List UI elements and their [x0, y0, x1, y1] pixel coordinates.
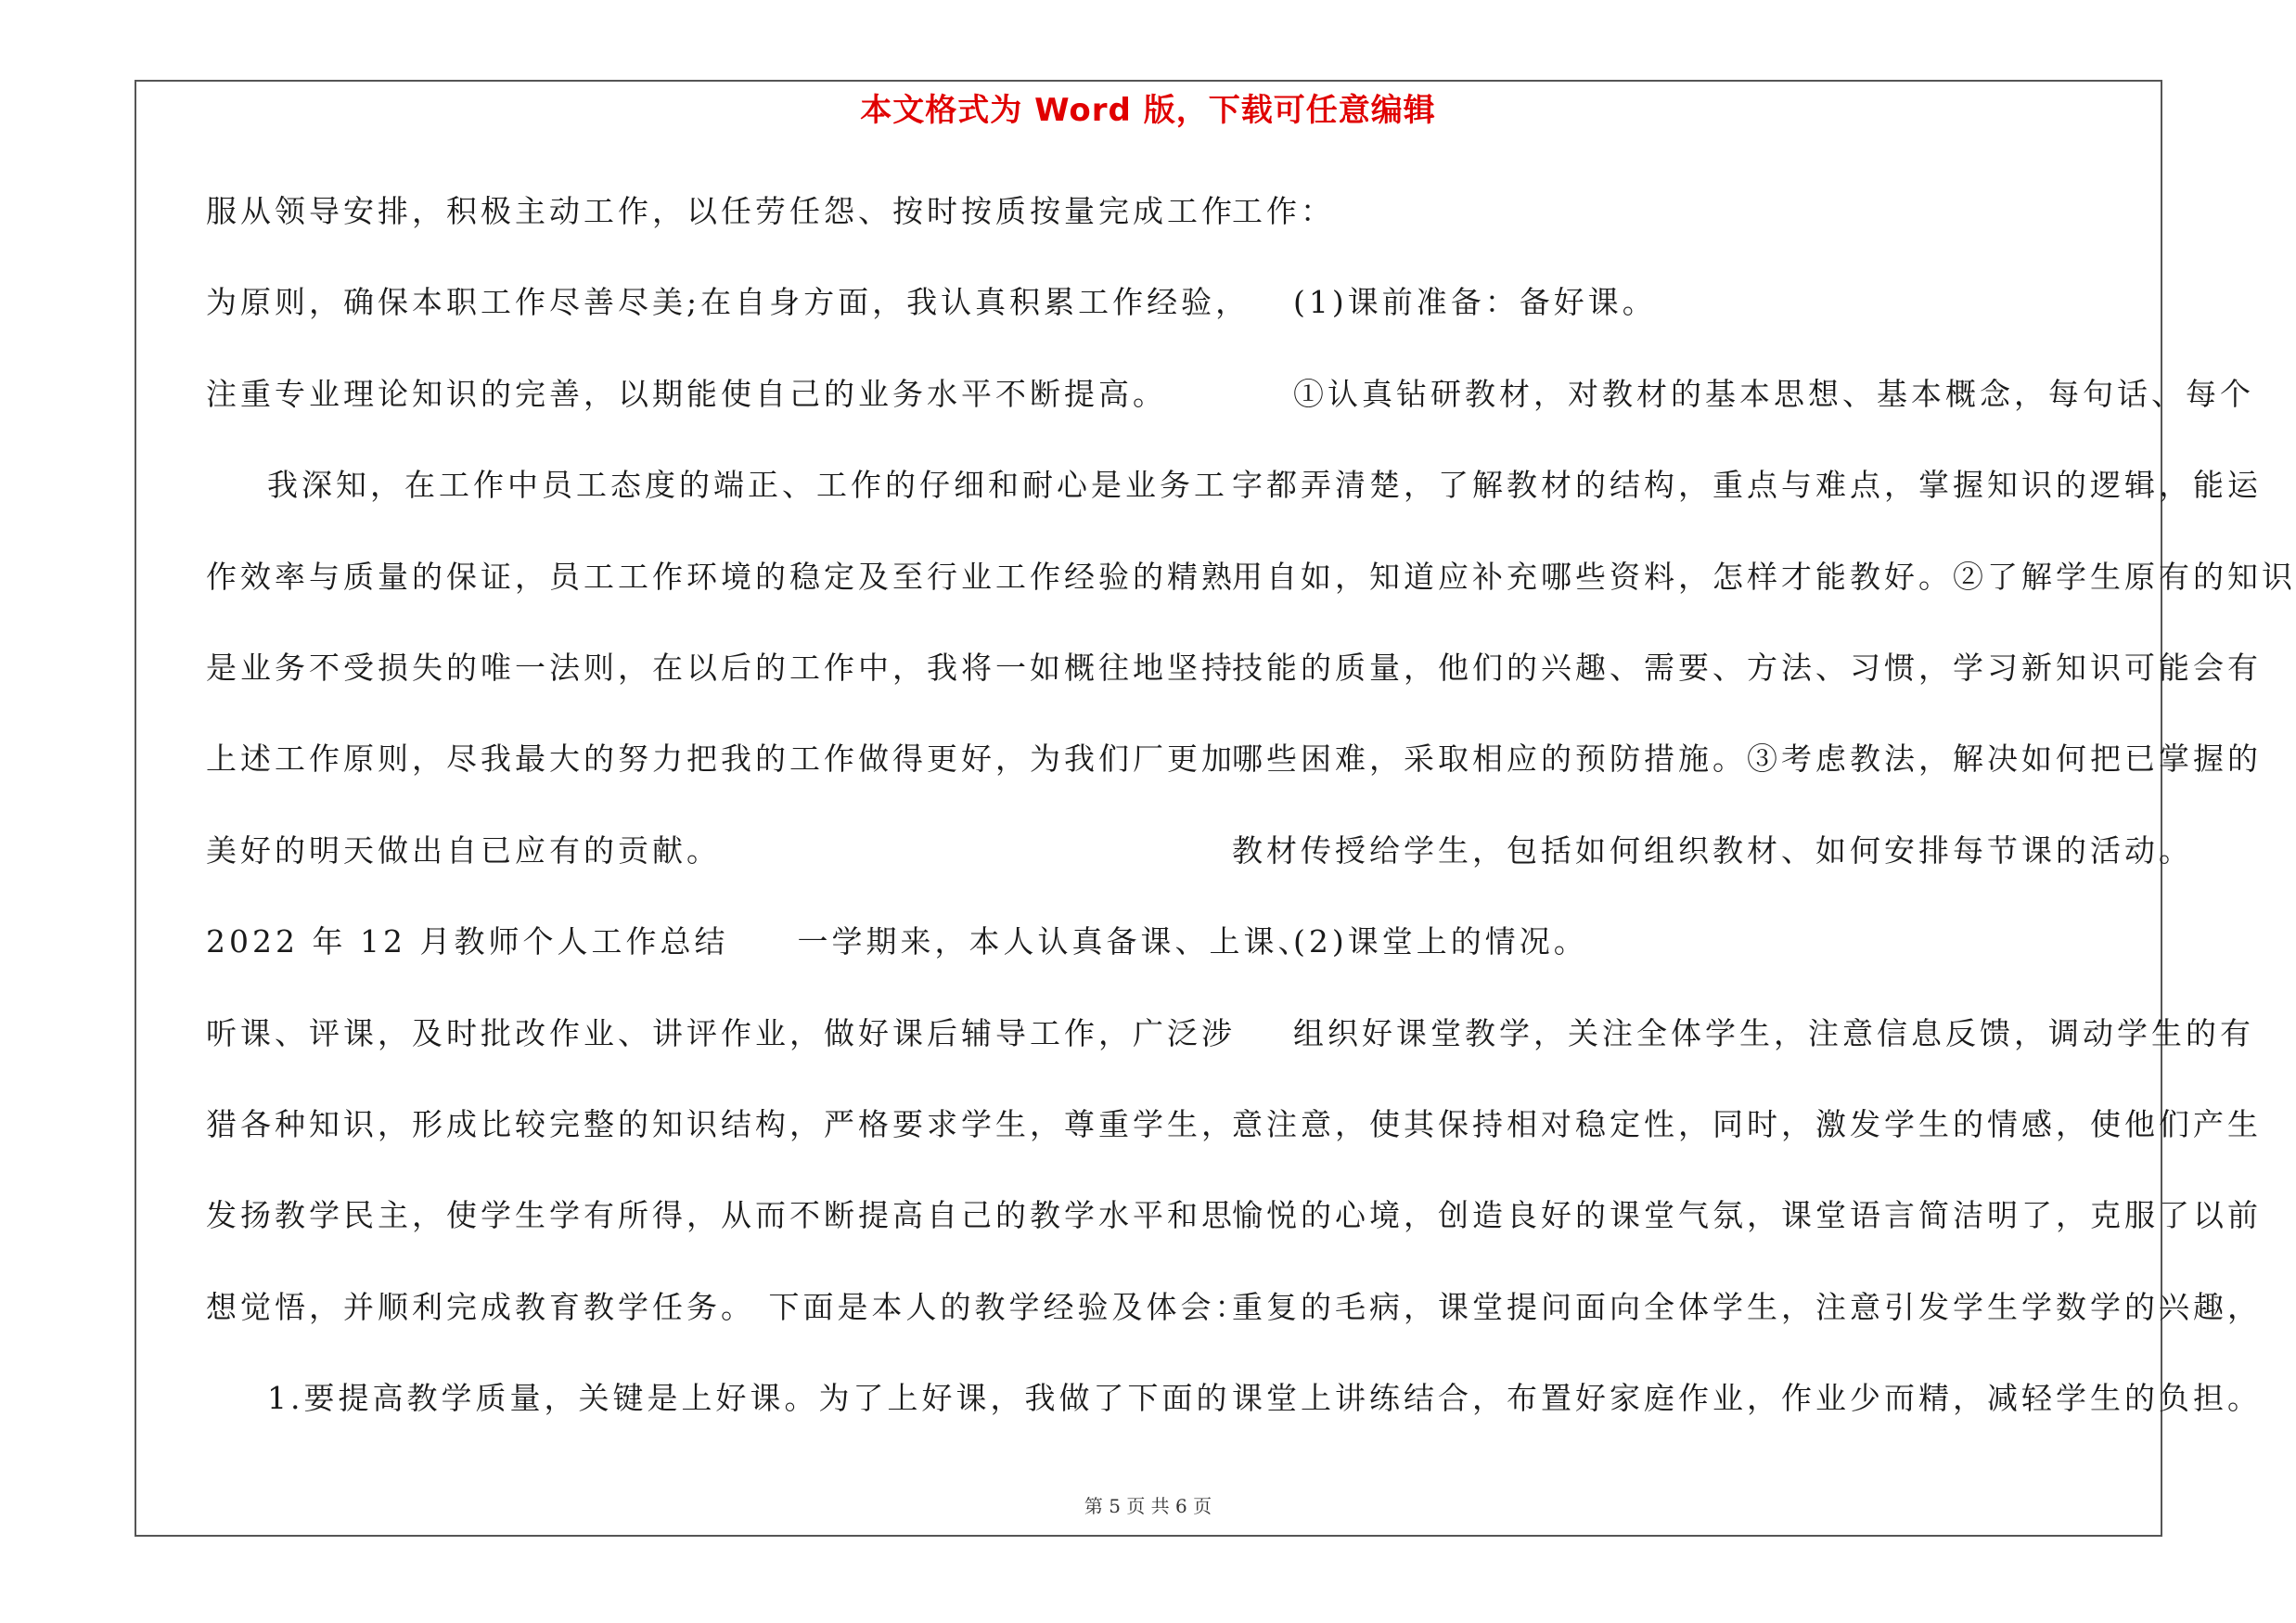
text-line: 2022 年 12 月教师个人工作总结 一学期来，本人认真备课、上课、 [206, 923, 1313, 960]
text-line: 组织好课堂教学，关注全体学生，注意信息反馈，调动学生的有 [1293, 1014, 2254, 1051]
page-number-footer: 第 5 页 共 6 页 [1084, 1495, 1212, 1517]
text-line: 工作： [1232, 193, 1335, 229]
text-line: 技能的质量，他们的兴趣、需要、方法、习惯，学习新知识可能会有 [1232, 649, 2262, 686]
text-line: 哪些困难，采取相应的预防措施。③考虑教法，解决如何把已掌握的 [1232, 741, 2262, 778]
text-line: ①认真钻研教材，对教材的基本思想、基本概念，每句话、每个 [1293, 375, 2254, 412]
left-text-column [206, 184, 1313, 1462]
text-line: 课堂上讲练结合，布置好家庭作业，作业少而精，减轻学生的负担。 [1232, 1380, 2262, 1417]
text-line: 用自如，知道应补充哪些资料，怎样才能教好。②了解学生原有的知识 [1232, 558, 2296, 595]
text-line: 我深知，在工作中员工态度的端正、工作的仔细和耐心是业务工 [267, 467, 1228, 504]
text-line: 注重专业理论知识的完善，以期能使自己的业务水平不断提高。 [206, 375, 1167, 412]
text-line: 发扬教学民主，使学生学有所得，从而不断提高自己的教学水平和思 [206, 1197, 1236, 1234]
text-line: 想觉悟，并顺利完成教育教学任务。 下面是本人的教学经验及体会： [206, 1288, 1250, 1325]
text-line: (2)课堂上的情况。 [1293, 923, 1588, 960]
text-line: 服从领导安排，积极主动工作，以任劳任怨、按时按质按量完成工作 [206, 193, 1236, 229]
text-line: 愉悦的心境，创造良好的课堂气氛，课堂语言简洁明了，克服了以前 [1232, 1197, 2262, 1234]
text-line: 美好的明天做出自已应有的贡献。 [206, 831, 721, 869]
text-line: 教材传授给学生，包括如何组织教材、如何安排每节课的活动。 [1232, 831, 2193, 869]
text-line: 重复的毛病，课堂提问面向全体学生，注意引发学生学数学的兴趣， [1232, 1288, 2262, 1325]
editable-format-banner: 本文格式为 Word 版，下载可任意编辑 [860, 92, 1436, 129]
text-line: 上述工作原则，尽我最大的努力把我的工作做得更好，为我们厂更加 [206, 741, 1236, 778]
text-line: 是业务不受损失的唯一法则，在以后的工作中，我将一如概往地坚持 [206, 649, 1236, 686]
text-line: (1)课前准备：备好课。 [1293, 284, 1657, 321]
text-line: 字都弄清楚，了解教材的结构，重点与难点，掌握知识的逻辑，能运 [1232, 467, 2262, 504]
right-text-column [1232, 184, 2296, 1462]
text-line: 1.要提高教学质量，关键是上好课。为了上好课，我做了下面的 [267, 1380, 1231, 1417]
text-line: 猎各种知识，形成比较完整的知识结构，严格要求学生，尊重学生， [206, 1105, 1236, 1142]
text-line: 为原则，确保本职工作尽善尽美;在自身方面，我认真积累工作经验， [206, 284, 1251, 321]
text-line: 意注意，使其保持相对稳定性，同时，激发学生的情感，使他们产生 [1232, 1105, 2262, 1142]
text-line: 作效率与质量的保证，员工工作环境的稳定及至行业工作经验的精熟 [206, 558, 1236, 595]
text-line: 听课、评课，及时批改作业、讲评作业，做好课后辅导工作，广泛涉 [206, 1014, 1236, 1051]
